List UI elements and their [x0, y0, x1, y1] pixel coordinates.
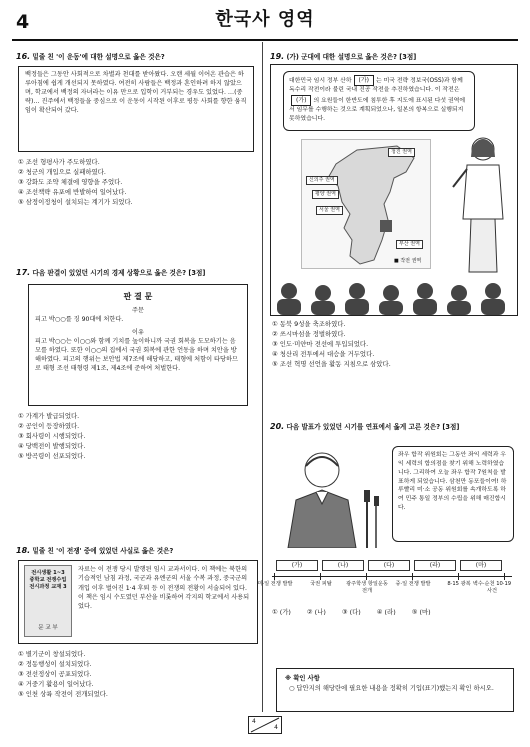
choice[interactable]: ② 쓰시마섬을 정벌하였다. [272, 329, 346, 338]
timeline-event: 중·일 전쟁 발발 [395, 581, 431, 587]
q16-choices [18, 158, 256, 208]
timeline-axis [272, 576, 512, 577]
q20-question: 20. 다음 발표가 있었던 시기를 연표에서 옳게 고른 것은? [3점] [270, 422, 460, 431]
region-label: 청진 권역 [388, 148, 415, 157]
choice[interactable]: ⑤ 조선 혁명 선언을 활동 지침으로 삼았다. [272, 359, 391, 368]
timeline-box: (라) [414, 560, 456, 571]
lecturer-illustration [451, 127, 511, 287]
map-legend: ■ 작전 권역 [394, 258, 422, 264]
page-total: 4 [274, 723, 278, 731]
choice[interactable]: ③ 회사령이 시행되었다. [18, 431, 86, 440]
choice[interactable]: ① 가계가 발급되었다. [18, 412, 80, 420]
timeline-event: 8·15 광복 [447, 581, 471, 587]
header-rule [12, 39, 518, 41]
choice[interactable]: ③ 강화도 조약 체결에 영향을 주었다. [18, 177, 123, 186]
audience-silhouettes [271, 279, 517, 315]
timeline-event: 국권 피탈 [310, 581, 332, 587]
q20-timeline [257, 560, 512, 604]
q16-passage: 백정들은 그동안 사회적으로 차별과 천대를 받아왔다. 오랜 세월 이어온 관습은 하루아침에 쉽게 개선되지 못하였다. 여전히 사람들은 백정과 혼인하려 하지 않았으며, 학교에서 백정의 자녀라는 이유 만으로 입학이 거부되는 경우도 있었다. …(중략)… 진주에서 백정들을 중심으로 이 운동이 시작된 이후로 평등 사회를 향한 움직임이 확산되어 갔다. [25, 71, 247, 114]
textbook-cover-image [24, 565, 72, 637]
choice[interactable]: ④ 조선책략 유포에 반발하여 일어났다. [18, 187, 127, 196]
timeline-event: 벽수·순천 10·19 사건 [472, 581, 512, 595]
q19-choices [272, 320, 518, 370]
q19-speech-bubble: 대한민국 임시 정부 산하 (가) 는 미국 전략 정보국(OSS)과 함께 독수리 작전이라 불린 국내 진공 작전을 추진하였습니다. 이 작전은(가) 의 요원들이 한반도에 침투한 후 지도에 표시된 다섯 권역에서 임무를 수행하는 것으로 계획되었으나, 일본의 항복으로 실행되지 못하였습니다. [283, 71, 475, 131]
choice[interactable]: ② (나) [306, 608, 326, 616]
textbook-cover-publisher: 문 교 부 [38, 624, 58, 631]
q18-question: 18. 밑줄 친 '이 전쟁' 중에 있었던 사실로 옳은 것은? [16, 546, 174, 555]
q17-choices [18, 412, 256, 462]
timeline-box: (마) [460, 560, 502, 571]
timeline-event: 광주학생 항일운동 전개 [346, 581, 388, 595]
choice[interactable]: ② 청군의 개입으로 실패하였다. [18, 167, 106, 176]
timeline-box: (나) [322, 560, 364, 571]
verdict-subhead-reason: 이유 [132, 328, 144, 336]
choice[interactable]: ② 공인이 등장하였다. [18, 421, 80, 430]
textbook-cover-title: 전시생활 1~3 중학교 전쟁수업 전시과정 교재 3 [29, 570, 67, 590]
choice[interactable]: ① 조선 형평사가 주도하였다. [18, 158, 100, 166]
choice[interactable]: ③ (다) [341, 608, 361, 616]
column-divider [262, 42, 263, 712]
verdict-title: 판 결 문 [123, 292, 153, 301]
timeline-tick [412, 573, 413, 580]
q16-question: 16. 밑줄 친 '이 운동'에 대한 설명으로 옳은 것은? [16, 52, 165, 61]
choice[interactable]: ① 별기군이 창설되었다. [18, 650, 86, 658]
timeline-tick [274, 573, 275, 580]
region-label: 평양 권역 [312, 190, 339, 199]
page-number: 4 [16, 11, 30, 33]
timeline-event: 미·일 전쟁 발발 [257, 581, 293, 587]
q17-question: 17. 다음 판결이 있었던 시기의 경제 상황으로 옳은 것은? [3점] [16, 268, 206, 277]
verdict-reason: 피고 박○○는 이○○와 함께 기치를 높이하니까 국권 회복을 도모하기는 음모를 하였다. 또한 이○○의 집에서 국권 회복에 관한 언동을 하며 치안을 방해하였다. 피고의 행위는 보안법 제7조에 해당하고, 태형에 처함이 타당하므로 태형 조선 태형령 제1조, 제4조에 준하여 처벌한다. [35, 337, 238, 372]
page-current: 4 [252, 718, 256, 725]
confirm-title: ※ 확인 사항 [285, 675, 320, 682]
timeline-tick [458, 573, 459, 580]
q20-figure [270, 436, 518, 548]
verdict-order: 피고 박○○를 징 90대에 처한다. [35, 315, 124, 323]
confirm-notice [276, 668, 514, 712]
choice[interactable]: ③ 인도·미얀마 전선에 투입되었다. [272, 339, 369, 348]
q16-passage-box [18, 66, 254, 152]
q19-figure [270, 64, 518, 316]
q18-passage: 자료는 이 전쟁 당시 발행된 임시 교과서이다. 이 책에는 북한의 기습적인 남침 과정, 국군과 유엔군의 서울 수복 과정, 중국군의 개입 이후 벌어진 1·4 후퇴 등 이 전쟁의 전황이 서술되어 있다. 이 책은 임시 수도였던 부산을 비롯하여 각지의 학교에서 사용되었다. [78, 566, 250, 611]
timeline-box: (다) [368, 560, 410, 571]
section-title: 한국사 영역 [215, 9, 315, 30]
region-label: 부산 권역 [396, 240, 423, 249]
choice[interactable]: ④ 거중기 활용이 일어났다. [18, 679, 94, 688]
page-indicator [248, 716, 282, 734]
choice[interactable]: ⑤ 인천 상륙 작전이 전개되었다. [18, 689, 108, 698]
timeline-tick [366, 573, 367, 580]
choice[interactable]: ③ 전선정상이 공포되었다. [18, 669, 92, 678]
choice[interactable]: ④ 청산리 전투에서 대승을 거두었다. [272, 349, 375, 358]
timeline-box: (가) [276, 560, 318, 571]
blank-ga: (가) [291, 95, 311, 106]
choice[interactable]: ⑤ (마) [411, 608, 431, 616]
q20-choices [272, 608, 518, 617]
peninsula-outline [302, 140, 432, 270]
q18-choices [18, 650, 256, 700]
region-label: 서울 권역 [316, 206, 343, 215]
choice[interactable]: ② 정동행성이 설치되었다. [18, 659, 92, 668]
q19-question: 19. (가) 군대에 대한 설명으로 옳은 것은? [3점] [270, 52, 417, 61]
timeline-tick [504, 573, 505, 580]
verdict-subhead-order: 주문 [132, 306, 144, 314]
korea-map [301, 139, 431, 269]
choice[interactable]: ⑤ 방곡령이 선포되었다. [18, 451, 86, 460]
choice[interactable]: ④ 당백전이 발행되었다. [18, 441, 86, 450]
choice[interactable]: ④ (라) [376, 608, 396, 616]
choice[interactable]: ⑤ 삼정이정청이 설치되는 계기가 되었다. [18, 197, 133, 206]
speaker-illustration [280, 440, 390, 548]
choice[interactable]: ① (가) [272, 608, 291, 616]
blank-ga: (가) [354, 75, 374, 86]
choice[interactable]: ① 동북 9성을 축조하였다. [272, 320, 346, 328]
confirm-text: ○ 답안지의 해당란에 필요한 내용을 정확히 기입(표기)했는지 확인 하시오. [289, 685, 494, 693]
q20-speech-bubble: 좌우 합작 위원회는 그동안 좌익 세력과 우익 세력의 합의점을 찾기 위해 노력하였습니다. 그리하여 오늘 좌우 합작 7원칙을 발표하게 되었습니다. 삼천만 동포들이여! 하루빨리 미·소 공동 위원회를 속개하도록 하여 민주 통일 정부의 수립을 위해 매진합시다. [392, 446, 514, 542]
timeline-tick [320, 573, 321, 580]
region-label: 신의주 권역 [306, 176, 338, 185]
q17-verdict-box [28, 284, 248, 406]
